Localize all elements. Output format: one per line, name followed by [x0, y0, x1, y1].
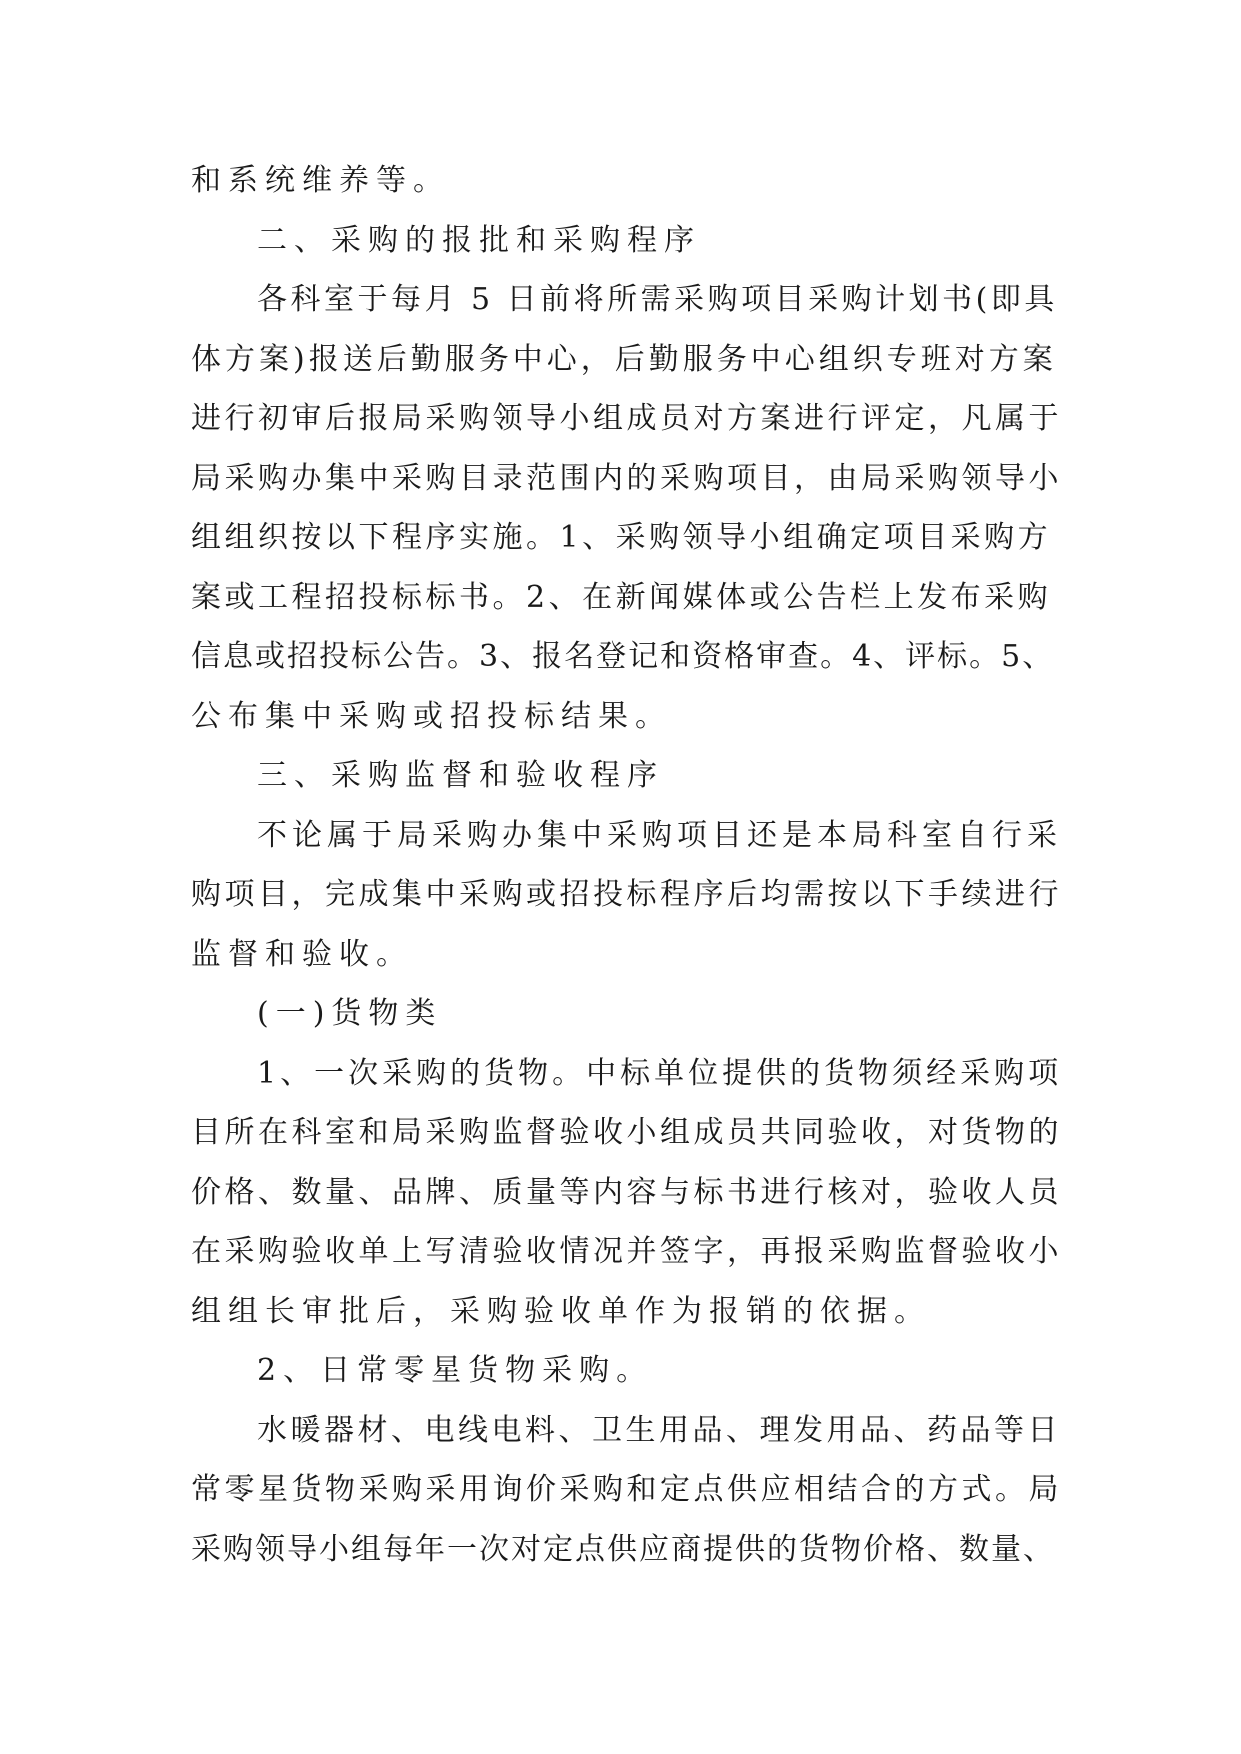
- text-line: 价格、数量、品牌、质量等内容与标书进行核对，验收人员: [191, 1174, 1062, 1210]
- text-line: 采购领导小组每年一次对定点供应商提供的货物价格、数量、: [191, 1531, 1055, 1567]
- text-line: 信息或招投标公告。3、报名登记和资格审查。4、评标。5、: [191, 639, 1055, 674]
- text-line: 各科室于每月 5 日前将所需采购项目采购计划书(即具: [257, 282, 1058, 317]
- document-page: [191, 151, 1061, 1579]
- text-line: 和系统维养等。: [191, 163, 450, 198]
- text-line: 在采购验收单上写清验收情况并签字，再报采购监督验收小: [191, 1234, 1062, 1269]
- text-line: 水暖器材、电线电料、卫生用品、理发用品、药品等日: [257, 1412, 1061, 1448]
- text-line: 组组长审批后，采购验收单作为报销的依据。: [191, 1293, 931, 1329]
- text-line: 1、一次采购的货物。中标单位提供的货物须经采购项: [257, 1055, 1063, 1091]
- text-line: 购项目，完成集中采购或招投标程序后均需按以下手续进行: [191, 877, 1062, 912]
- text-line: 局采购办集中采购目录范围内的采购项目，由局采购领导小: [191, 460, 1062, 496]
- text-line: 目所在科室和局采购监督验收小组成员共同验收，对货物的: [191, 1115, 1062, 1150]
- text-line: 公布集中采购或招投标结果。: [191, 698, 672, 734]
- text-line: 案或工程招投标标书。2、在新闻媒体或公告栏上发布采购: [191, 579, 1052, 615]
- text-line: 组组织按以下程序实施。1、采购领导小组确定项目采购方: [191, 520, 1052, 555]
- text-line: 常零星货物采购采用询价采购和定点供应相结合的方式。局: [191, 1472, 1062, 1507]
- text-line: 进行初审后报局采购领导小组成员对方案进行评定，凡属于: [191, 401, 1062, 436]
- text-line: 监督和验收。: [191, 936, 413, 972]
- section-heading: 二、采购的报批和采购程序: [257, 222, 701, 258]
- text-line: 体方案)报送后勤服务中心，后勤服务中心组织专班对方案: [191, 341, 1057, 377]
- section-heading: 三、采购监督和验收程序: [257, 758, 664, 793]
- text-line: 2、日常零星货物采购。: [257, 1353, 654, 1388]
- text-line: 不论属于局采购办集中采购项目还是本局科室自行采: [257, 817, 1062, 853]
- subsection-heading: (一)货物类: [257, 996, 443, 1031]
